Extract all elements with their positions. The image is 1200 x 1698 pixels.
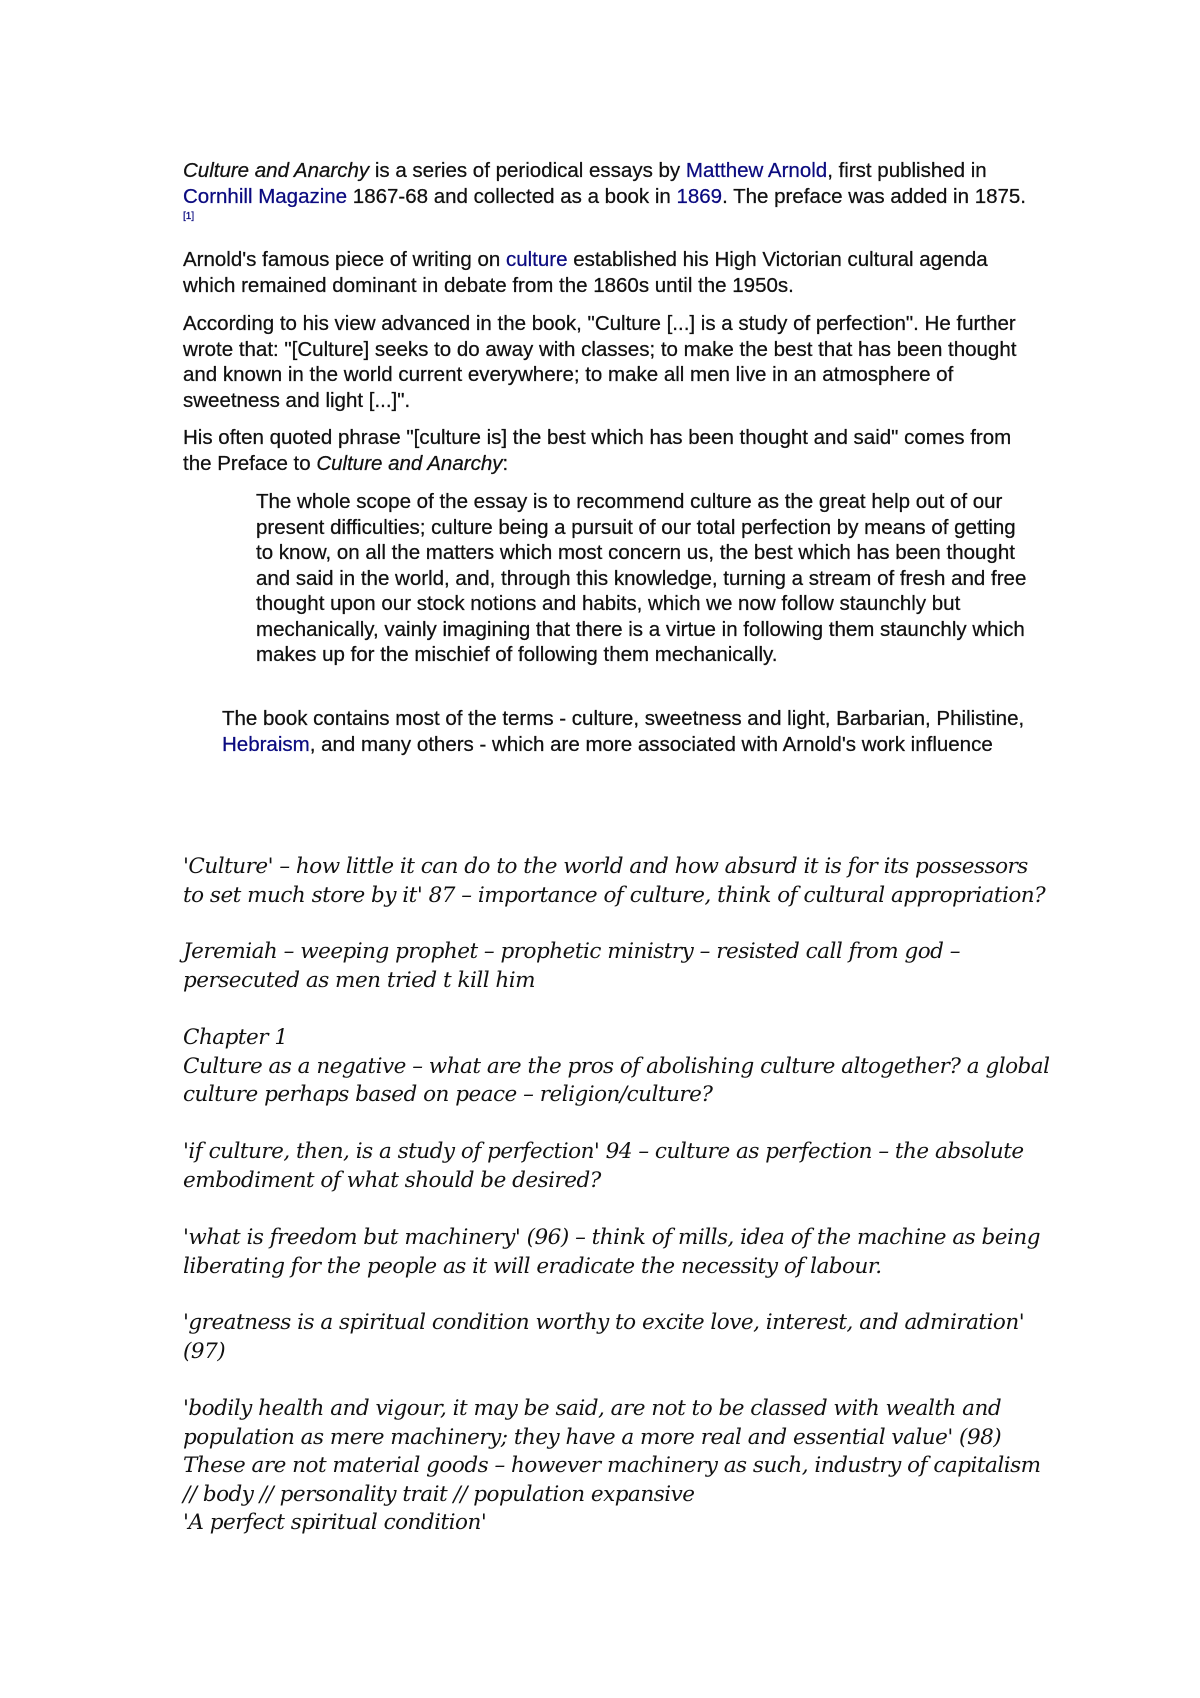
note-jeremiah — [183, 938, 1053, 995]
terms-text-2: , and many others - which are more associated with Arnold's work influence — [309, 732, 993, 756]
note-2-text: Jeremiah – weeping prophet – prophetic ministry – resisted call from god – persecuted as men tried t kill him — [183, 939, 961, 993]
terms-text-1: The book contains most of the terms - culture, sweetness and light, Barbarian, Philistine, — [222, 707, 1025, 730]
note-bodily-health — [183, 1395, 1053, 1538]
culture-paragraph — [183, 247, 1033, 298]
note-4-text: 'if culture, then, is a study of perfection' 94 – culture as perfection – the absolute embodiment of what should be desired? — [183, 1139, 1024, 1193]
link-cornhill-magazine[interactable]: Cornhill Magazine — [183, 184, 348, 208]
blockquote — [256, 489, 1036, 668]
link-matthew-arnold[interactable]: Matthew Arnold — [685, 159, 828, 182]
note-7-line-2: These are not material goods – however machinery as such, industry of capitalism // body // personality trait // population expansive — [183, 1453, 1041, 1507]
note-3-text: Culture as a negative – what are the pros of abolishing culture altogether? a global culture perhaps based on peace – religion/culture? — [183, 1053, 1050, 1107]
reference-1[interactable]: [1] — [183, 211, 195, 222]
culture-text-1: Arnold's famous piece of writing on — [183, 248, 506, 271]
intro-paragraph — [183, 158, 1033, 235]
note-1-text: 'Culture' – how little it can do to the world and how absurd it is for its possessors to set much store by it' 87 – importance of culture, think of cultural appropriation? — [183, 854, 1046, 908]
note-7-line-3: 'A perfect spiritual condition' — [183, 1510, 487, 1535]
book-title: Culture and Anarchy — [183, 159, 370, 182]
intro-text-2: , first published in — [827, 159, 987, 182]
link-culture[interactable]: culture — [505, 248, 568, 271]
phrase-paragraph — [183, 425, 1033, 476]
link-1869[interactable]: 1869 — [676, 184, 723, 208]
note-chapter-1 — [183, 1024, 1053, 1110]
blockquote-text: The whole scope of the essay is to recommend culture as the great help out of our present difficulties; culture being a pursuit of our total perfection by means of getting to know, on all the matters which most concern us, the best which has been thought and said in the world, and, through this knowledge, turning a stream of fresh and free thought upon our stock notions and habits, which we now follow staunchly but mechanically, vainly imagining that there is a virtue in following them staunchly which makes up for the mischief of following them mechanically. — [256, 490, 1027, 666]
phrase-text-1: His often quoted phrase "[culture is] the best which has been thought and said" comes from the Preface to — [183, 426, 1012, 475]
chapter-heading: Chapter 1 — [183, 1025, 288, 1050]
note-7-line-1: 'bodily health and vigour, it may be said, are not to be classed with wealth and population as mere machinery; they have a more real and essential value' (98) — [183, 1396, 1002, 1450]
intro-text-3: 1867-68 and collected as a book in — [347, 184, 677, 208]
note-6-text: 'greatness is a spiritual condition worthy to excite love, interest, and admiration' (97) — [183, 1310, 1025, 1364]
phrase-text-2: : — [502, 451, 509, 475]
intro-text-1: is a series of periodical essays by — [369, 159, 686, 182]
note-greatness — [183, 1309, 1053, 1366]
terms-paragraph — [222, 706, 1032, 757]
link-hebraism[interactable]: Hebraism — [222, 732, 310, 756]
phrase-book-title: Culture and Anarchy — [316, 451, 503, 475]
note-5-text: 'what is freedom but machinery' (96) – think of mills, idea of the machine as being liberating for the people as it will eradicate the necessity of labour. — [183, 1225, 1041, 1279]
note-perfection — [183, 1138, 1053, 1195]
view-text: According to his view advanced in the book, "Culture [...] is a study of perfection". He further wrote that: "[Culture] seeks to do away with classes; to make the best that has been thought and known in the world current everywhere; to make all men live in an atmosphere of sweetness and light [...]". — [183, 312, 1017, 412]
intro-text-4: . The preface was added in 1875. — [722, 184, 1026, 208]
note-culture-quote — [183, 853, 1053, 910]
culture-text-2: established his High Victorian cultural agenda which remained dominant in debate from the 1860s until the 1950s. — [183, 248, 988, 297]
view-paragraph — [183, 311, 1033, 413]
note-freedom — [183, 1224, 1053, 1281]
